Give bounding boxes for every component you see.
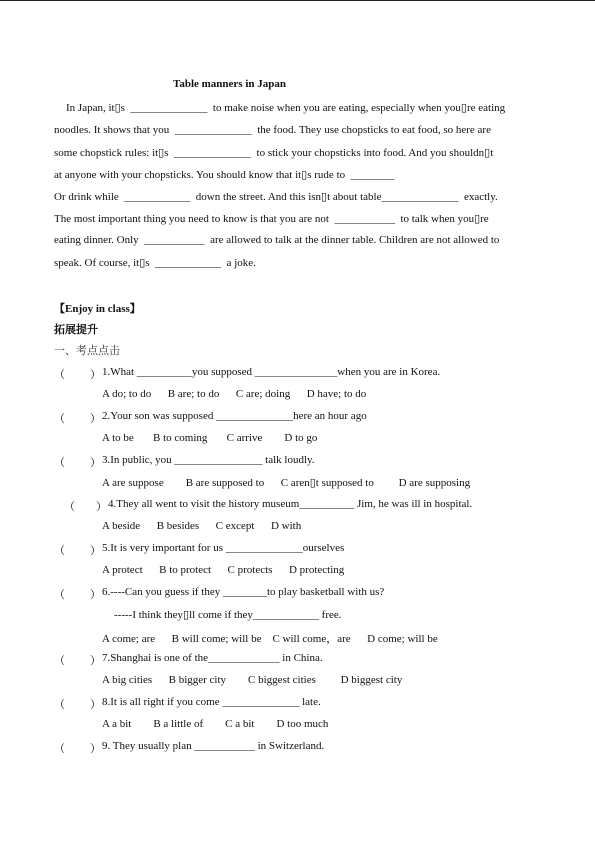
question-stem: 2.Your son was supposed ______________here an hour ago (102, 410, 367, 422)
answer-paren-open: （ (54, 544, 65, 557)
passage-line: eating dinner. Only ___________ are allowed to talk at the dinner table. Children are not allowed to (54, 234, 500, 246)
question-stem: 4.They all went to visit the history museum__________ Jim, he was ill in hospital. (108, 498, 473, 510)
answer-paren-close: ） (90, 654, 101, 667)
passage-line: Or drink while ____________ down the street. And this isn▯t about table______________ exactly. (54, 191, 498, 203)
answer-paren-open: （ (54, 742, 65, 755)
answer-paren-close: ） (90, 412, 101, 425)
passage-line: The most important thing you need to know is that you are not ___________ to talk when you▯re (54, 213, 489, 225)
passage-line: noodles. It shows that you ______________ the food. They use chopsticks to eat food, so here are (54, 124, 491, 136)
question-options: A beside B besides C except D with (102, 520, 302, 532)
passage-title: Table manners in Japan (173, 78, 286, 90)
question-options: A do; to do B are; to do C are; doing D have; to do (102, 388, 367, 400)
answer-paren-close: ） (90, 588, 101, 601)
question-stem: 8.It is all right if you come ______________ late. (102, 696, 321, 708)
answer-paren-open: （ (54, 456, 65, 469)
passage-line: at anyone with your chopsticks. You should know that it▯s rude to ________ (54, 169, 395, 181)
answer-paren-open: （ (54, 654, 65, 667)
question-stem: 5.It is very important for us ______________ourselves (102, 542, 345, 554)
question-stem: 9. They usually plan ___________ in Switzerland. (102, 740, 325, 752)
question-options: A to be B to coming C arrive D to go (102, 432, 318, 444)
question-stem: 7.Shanghai is one of the_____________ in China. (102, 652, 323, 664)
expand-heading: 拓展提升 (54, 323, 98, 336)
answer-paren-open: （ (54, 368, 65, 381)
question-stem-reply: -----I think they▯ll come if they____________ free. (114, 609, 342, 621)
passage-line: speak. Of course, it▯s ____________ a joke. (54, 257, 256, 269)
top-rule (0, 0, 595, 1)
enjoy-heading: 【Enjoy in class】 (54, 303, 141, 315)
answer-paren-close: ） (96, 500, 107, 513)
answer-paren-close: ） (90, 368, 101, 381)
question-options: A come; are B will come; will be C will come，are D come; will be (102, 633, 438, 645)
question-options: A are suppose B are supposed to C aren▯t supposed to D are supposing (102, 477, 471, 489)
question-options: A big cities B bigger city C biggest cities D biggest city (102, 674, 403, 686)
passage-line: some chopstick rules: it▯s ______________ to stick your chopsticks into food. And you shouldn▯t (54, 147, 494, 159)
answer-paren-close: ） (90, 742, 101, 755)
answer-paren-open: （ (54, 412, 65, 425)
question-stem: 1.What __________you supposed _______________when you are in Korea. (102, 366, 441, 378)
answer-paren-close: ） (90, 544, 101, 557)
question-options: A protect B to protect C protects D protecting (102, 564, 345, 576)
question-stem: 6.----Can you guess if they ________to play basketball with us? (102, 586, 385, 598)
question-stem: 3.In public, you ________________ talk loudly. (102, 454, 315, 466)
answer-paren-close: ） (90, 456, 101, 469)
answer-paren-close: ） (90, 698, 101, 711)
section-heading: 一、考点点击 (54, 344, 120, 357)
answer-paren-open: （ (64, 500, 75, 513)
answer-paren-open: （ (54, 588, 65, 601)
passage-line: In Japan, it▯s ______________ to make noise when you are eating, especially when you▯re eating (66, 102, 506, 114)
answer-paren-open: （ (54, 698, 65, 711)
question-options: A a bit B a little of C a bit D too much (102, 718, 329, 730)
